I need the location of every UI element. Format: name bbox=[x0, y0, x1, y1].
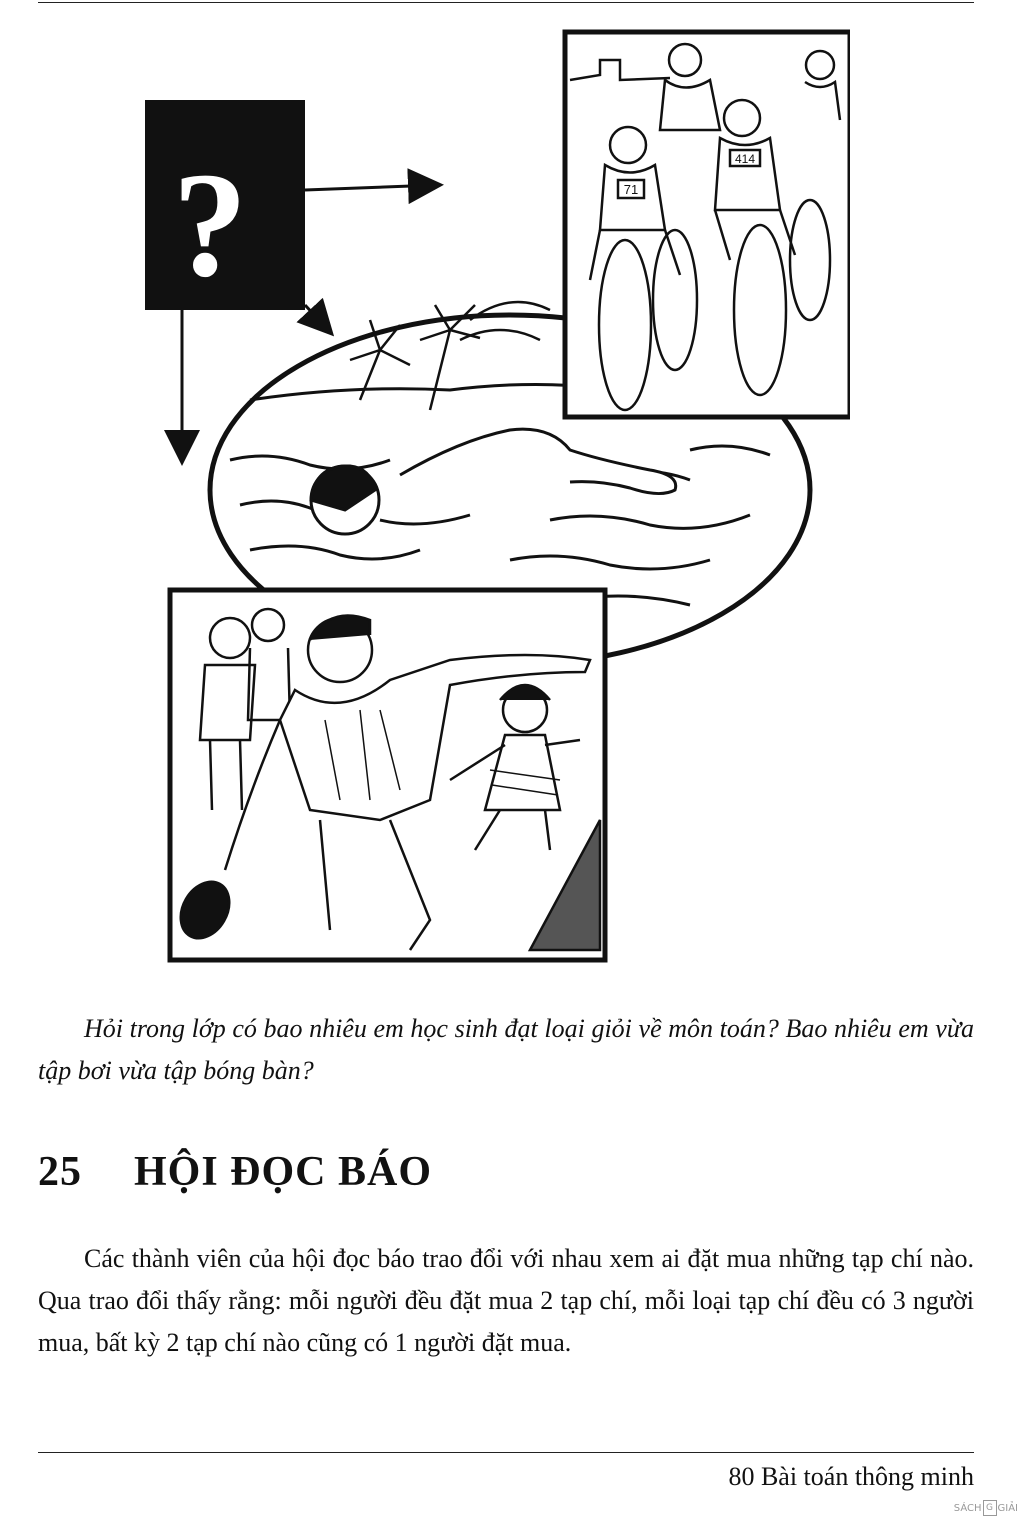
cycling-scene bbox=[565, 32, 850, 417]
arrow-diagonal bbox=[305, 305, 330, 332]
bib-right: 414 bbox=[734, 152, 756, 166]
watermark-right: GIẢI bbox=[997, 1502, 1018, 1514]
watermark-logo: G bbox=[983, 1500, 997, 1516]
sports-illustration bbox=[130, 20, 850, 970]
watermark-left: SÁCH bbox=[953, 1502, 982, 1514]
book-title: 80 Bài toán thông minh bbox=[728, 1462, 974, 1491]
problem-body: Các thành viên của hội đọc báo trao đổi với nhau xem ai đặt mua những tạp chí nào. Qua trao đổi thấy rằng: mỗi người đều đặt mua 2 tạp chí, mỗi loại tạp chí đều có 3 người mua, bất kỳ 2 tạp chí nào cũng có 1 người đặt mua. bbox=[38, 1244, 974, 1357]
top-rule bbox=[38, 2, 974, 3]
section-heading bbox=[38, 1148, 432, 1196]
figure-question: Hỏi trong lớp có bao nhiêu em học sinh đạt loại giỏi về môn toán? Bao nhiêu em vừa tập bơi vừa tập bóng bàn? bbox=[38, 1014, 974, 1085]
watermark bbox=[954, 1500, 1018, 1516]
table-tennis-scene bbox=[170, 590, 605, 960]
bib-left: 71 bbox=[623, 182, 639, 197]
bottom-rule bbox=[38, 1452, 974, 1453]
question-mark: ? bbox=[172, 142, 248, 308]
arrow-right bbox=[305, 185, 438, 190]
section-title: HỘI ĐỌC BÁO bbox=[134, 1149, 433, 1195]
question-box bbox=[145, 100, 305, 310]
section-number: 25 bbox=[38, 1149, 82, 1195]
